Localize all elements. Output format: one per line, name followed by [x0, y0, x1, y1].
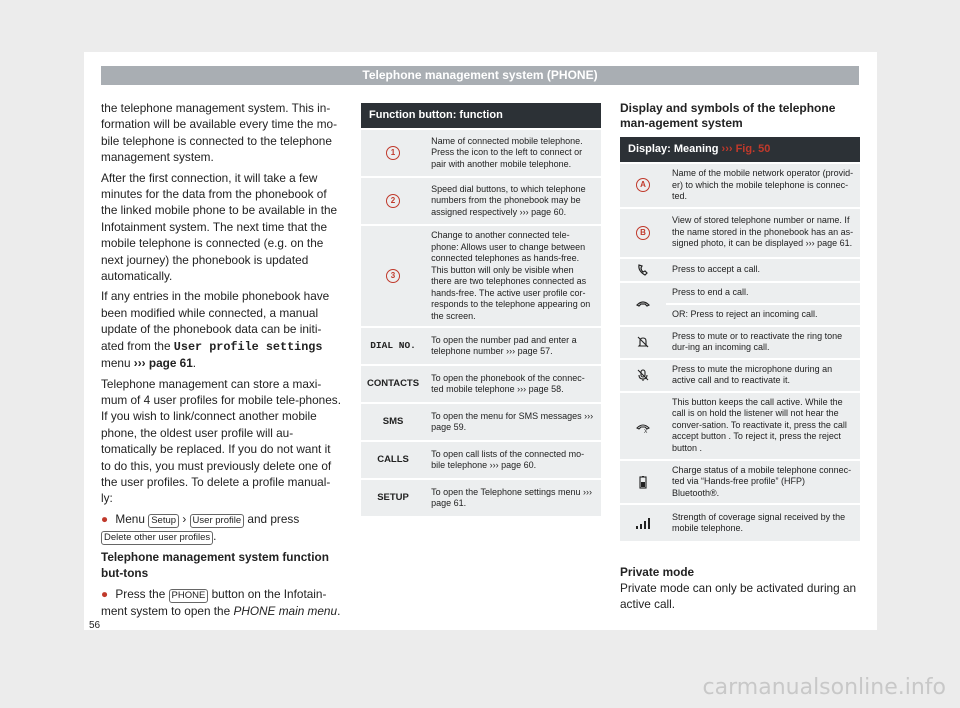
display-row-text: This button keeps the call active. While the call is on hold the listener will not hear the conver-sation. To reactivate it, press the call accept button . To reject it, press the reject button .	[666, 393, 860, 459]
func-row-text: To open the phonebook of the connec-ted mobile telephone ››› page 58.	[425, 366, 601, 402]
display-row-text: View of stored telephone number or name. If the name stored in the phonebook has an as-signed photo, it can be displayed ››› page 61.	[666, 209, 860, 257]
end-call-icon	[620, 283, 666, 325]
display-section-title: Display and symbols of the telephone man-agement system	[620, 101, 836, 130]
page-ref-link[interactable]: ››› page 61	[133, 356, 193, 371]
watermark: carmanualsonline.info	[702, 675, 946, 700]
phone-main-menu: PHONE main menu	[233, 603, 338, 618]
left-column	[101, 100, 341, 623]
mute-mic-icon	[620, 360, 666, 391]
func-row-text: Speed dial buttons, to which telephone numbers from the phonebook may be assigned respectively ››› page 60.	[425, 178, 601, 224]
dial-no-key: DIAL NO.	[361, 328, 425, 364]
setup-key: Setup	[148, 514, 179, 528]
battery-icon	[620, 461, 666, 504]
display-row-text: Strength of coverage signal received by the mobile telephone.	[666, 505, 860, 541]
display-row-text: Press to end a call.	[666, 283, 860, 303]
func-row-text: Change to another connected tele-phone: Allows user to change between connected telephones as hands-free. This button will only be visible when there are two telephones connected as hands-free. The active user profile cor-responds to the telephone appearing on the screen.	[425, 226, 601, 326]
paragraph-2: After the first connection, it will take a few minutes for the data from the phonebook of the linked mobile phone to be available in the Infotainment system. The next time that the mobile telephone is connected (e.g. on the next journey) the phonebook is updated automatically.	[101, 170, 338, 284]
display-table-header	[620, 137, 860, 162]
callout-1: 1	[386, 146, 400, 160]
hold-call-icon	[620, 393, 666, 459]
setup-key: SETUP	[361, 480, 425, 516]
callout-2: 2	[386, 194, 400, 208]
function-table	[361, 101, 601, 518]
paragraph-4: Telephone management can store a maxi-mum of 4 user profiles for mobile tele-phones. If you wish to link/connect another mobile phone, the oldest user profile will au-tomatically be replaced. If you do not want it to do this, you must previously delete one of the user profiles. To delete a profile manual-ly:	[101, 376, 341, 506]
p3-menu: menu	[101, 356, 131, 371]
display-row-text: Name of the mobile network operator (provid-er) to which the mobile telephone is connec-ted.	[666, 164, 860, 207]
user-profile-settings-label: User profile settings	[173, 339, 323, 354]
p3-text: If any entries in the mobile phonebook have been modified while connected, a manual update of the phonebook data can be initi-ated from the	[101, 289, 330, 353]
bullet-icon: ●	[101, 511, 109, 526]
func-row-text: To open the menu for SMS messages ››› page 59.	[425, 404, 601, 440]
page-number: 56	[89, 620, 101, 631]
mute-ring-icon	[620, 327, 666, 358]
display-row-text: Press to mute the microphone during an active call and to reactivate it.	[666, 360, 860, 391]
menu-label: Menu	[115, 511, 145, 526]
accept-call-icon	[620, 259, 666, 281]
signal-icon	[620, 505, 666, 541]
b2-rest: button on the Infotain-ment system to open the	[101, 586, 327, 618]
display-table	[620, 135, 860, 543]
paragraph-1: the telephone management system. This in-formation will be available every time the mo-bile telephone is connected to the telephone management system.	[101, 101, 338, 165]
callout-a: A	[636, 178, 650, 192]
bullet-icon: ●	[101, 586, 109, 601]
display-row-text: Press to mute or to reactivate the ring tone dur-ing an incoming call.	[666, 327, 860, 358]
display-header-label: Display: Meaning	[628, 142, 719, 155]
callout-3: 3	[386, 269, 400, 283]
display-row-text: OR: Press to reject an incoming call.	[666, 305, 860, 325]
phone-key: PHONE	[169, 589, 209, 603]
press-the: Press the	[115, 586, 166, 601]
sep: ›	[182, 511, 187, 526]
func-row-text: To open the number pad and enter a telephone number ››› page 57.	[425, 328, 601, 364]
svg-text:X: X	[644, 428, 648, 433]
fig-ref-link[interactable]: ››› Fig. 50	[721, 142, 771, 155]
sms-key: SMS	[361, 404, 425, 440]
function-buttons-heading: Telephone management system function but-tons	[101, 549, 329, 581]
private-mode-text: Private mode can only be activated during an active call.	[620, 581, 857, 611]
user-profile-key: User profile	[190, 514, 245, 528]
func-row-text: To open call lists of the connected mo-bile telephone ››› page 60.	[425, 442, 601, 478]
page-header: Telephone management system (PHONE)	[101, 66, 859, 85]
display-row-text: Press to accept a call.	[666, 259, 860, 281]
callout-b: B	[636, 226, 650, 240]
display-row-text: Charge status of a mobile telephone connec-ted via “Hands-free profile” (HFP) Bluetooth®.	[666, 461, 860, 504]
bullet-phone: ● Press the PHONE button on the Infotain-ment system to open the PHONE main menu.	[101, 586, 341, 618]
contacts-key: CONTACTS	[361, 366, 425, 402]
paragraph-3: If any entries in the mobile phonebook have been modified while connected, a manual update of the phonebook data can be initi-ated from the User profile settings menu ››› page 61.	[101, 289, 330, 371]
and-press: and press	[247, 511, 300, 526]
calls-key: CALLS	[361, 442, 425, 478]
function-table-header: Function button: function	[361, 103, 601, 128]
func-row-text: Name of connected mobile telephone. Press the icon to the left to connect or pair with another mobile telephone.	[425, 130, 601, 176]
bullet-menu: ● Menu Setup › User profile and press Delete other user profiles .	[101, 511, 300, 543]
func-row-text: To open the Telephone settings menu ››› page 61.	[425, 480, 601, 516]
delete-profiles-key: Delete other user profiles	[101, 531, 213, 545]
private-mode-section	[620, 564, 860, 612]
private-mode-title: Private mode	[620, 565, 695, 579]
